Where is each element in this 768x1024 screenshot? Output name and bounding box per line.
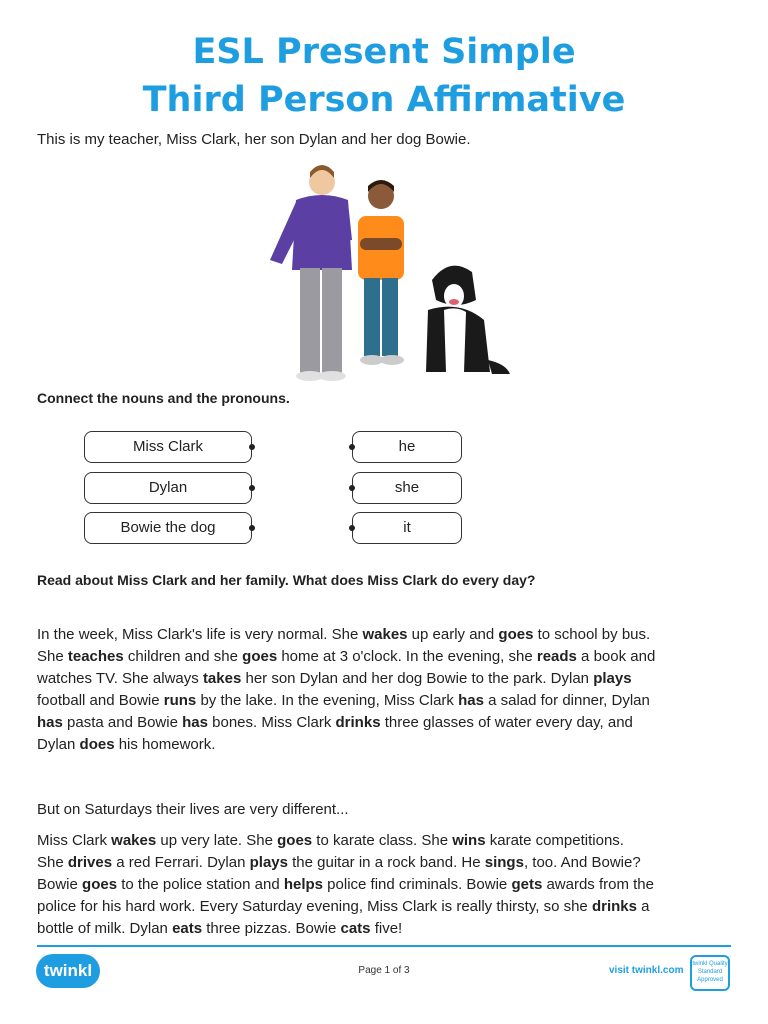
- verb-highlight: goes: [277, 832, 313, 849]
- weekday-paragraph: [37, 624, 737, 756]
- verb-highlight: goes: [498, 626, 534, 643]
- text-run: football and Bowie: [37, 692, 164, 709]
- text-run: three pizzas. Bowie: [202, 920, 341, 937]
- saturday-paragraph: [37, 830, 737, 940]
- text-run: to karate class. She: [312, 832, 453, 849]
- paragraph-line: [37, 734, 737, 756]
- pronoun-box[interactable]: he: [352, 431, 462, 463]
- text-run: the guitar in a rock band. He: [287, 854, 485, 871]
- dylan-figure: [358, 180, 404, 365]
- pronoun-connector-dot[interactable]: [349, 525, 355, 531]
- verb-highlight: cats: [340, 920, 371, 937]
- noun-connector-dot[interactable]: [249, 444, 255, 450]
- text-run: pasta and Bowie: [62, 714, 183, 731]
- verb-highlight: eats: [172, 920, 203, 937]
- verb-highlight: plays: [593, 670, 632, 687]
- verb-highlight: goes: [82, 876, 118, 893]
- paragraph-line: [37, 712, 737, 734]
- verb-highlight: goes: [242, 648, 278, 665]
- text-run: Dylan: [37, 736, 80, 753]
- task2-heading: Read about Miss Clark and her family. What does Miss Clark do every day?: [37, 572, 536, 588]
- pronoun-box[interactable]: she: [352, 472, 462, 504]
- intro-text: This is my teacher, Miss Clark, her son Dylan and her dog Bowie.: [37, 131, 471, 148]
- verb-highlight: wakes: [362, 626, 408, 643]
- paragraph-line: [37, 896, 737, 918]
- text-run: She: [37, 854, 68, 871]
- footer-divider: [37, 945, 731, 947]
- noun-box[interactable]: Bowie the dog: [84, 512, 252, 544]
- verb-highlight: has: [458, 692, 484, 709]
- verb-highlight: drinks: [335, 714, 381, 731]
- verb-highlight: gets: [511, 876, 543, 893]
- text-run: a book and: [576, 648, 656, 665]
- text-run: a salad for dinner, Dylan: [483, 692, 650, 709]
- paragraph-line: [37, 690, 737, 712]
- paragraph-line: [37, 668, 737, 690]
- verb-highlight: reads: [536, 648, 577, 665]
- verb-highlight: does: [79, 736, 115, 753]
- verb-highlight: teaches: [67, 648, 124, 665]
- verb-highlight: drives: [67, 854, 113, 871]
- verb-highlight: wakes: [111, 832, 157, 849]
- text-run: to the police station and: [117, 876, 284, 893]
- text-run: She: [37, 648, 68, 665]
- noun-connector-dot[interactable]: [249, 525, 255, 531]
- noun-box[interactable]: Dylan: [84, 472, 252, 504]
- text-run: up very late. She: [156, 832, 278, 849]
- twinkl-logo[interactable]: twinkl: [36, 954, 100, 988]
- paragraph-line: [37, 874, 737, 896]
- text-run: to school by bus.: [533, 626, 651, 643]
- text-run: karate competitions.: [485, 832, 624, 849]
- paragraph-line: [37, 918, 737, 940]
- text-run: Miss Clark: [37, 832, 112, 849]
- verb-highlight: sings: [484, 854, 524, 871]
- verb-highlight: drinks: [591, 898, 637, 915]
- text-run: by the lake. In the evening, Miss Clark: [196, 692, 459, 709]
- text-run: up early and: [407, 626, 499, 643]
- pronoun-box[interactable]: it: [352, 512, 462, 544]
- page-title-line-2: Third Person Affirmative: [142, 80, 626, 120]
- page-title-line-1: ESL Present Simple: [192, 32, 576, 72]
- noun-connector-dot[interactable]: [249, 485, 255, 491]
- text-run: , too. And Bowie?: [523, 854, 641, 871]
- verb-highlight: helps: [283, 876, 324, 893]
- text-run: five!: [370, 920, 403, 937]
- noun-box[interactable]: Miss Clark: [84, 431, 252, 463]
- text-run: Bowie: [37, 876, 83, 893]
- text-run: awards from the: [542, 876, 654, 893]
- pronoun-connector-dot[interactable]: [349, 485, 355, 491]
- bowie-dog-figure: [426, 266, 510, 374]
- pronoun-connector-dot[interactable]: [349, 444, 355, 450]
- paragraph-line: [37, 624, 737, 646]
- paragraph-line: [37, 852, 737, 874]
- visit-link[interactable]: visit twinkl.com: [609, 965, 684, 976]
- page-number: Page 1 of 3: [358, 965, 410, 976]
- verb-highlight: plays: [249, 854, 288, 871]
- text-run: her son Dylan and her dog Bowie to the park. Dylan: [241, 670, 594, 687]
- verb-highlight: takes: [202, 670, 242, 687]
- verb-highlight: runs: [163, 692, 197, 709]
- text-run: home at 3 o'clock. In the evening, she: [277, 648, 537, 665]
- text-run: bottle of milk. Dylan: [37, 920, 173, 937]
- task1-heading: Connect the nouns and the pronouns.: [37, 390, 290, 406]
- text-run: police find criminals. Bowie: [323, 876, 512, 893]
- verb-highlight: has: [182, 714, 208, 731]
- saturday-intro: But on Saturdays their lives are very different...: [37, 801, 349, 818]
- paragraph-line: [37, 830, 737, 852]
- text-run: watches TV. She always: [37, 670, 203, 687]
- verb-highlight: has: [37, 714, 63, 731]
- text-run: a: [636, 898, 650, 915]
- quality-badge: twinkl Quality Standard Approved: [690, 955, 730, 991]
- text-run: a red Ferrari. Dylan: [112, 854, 250, 871]
- text-run: three glasses of water every day, and: [380, 714, 633, 731]
- text-run: bones. Miss Clark: [207, 714, 336, 731]
- paragraph-line: [37, 646, 737, 668]
- text-run: children and she: [123, 648, 243, 665]
- family-illustration: [260, 160, 520, 385]
- text-run: his homework.: [114, 736, 216, 753]
- text-run: In the week, Miss Clark's life is very normal. She: [37, 626, 363, 643]
- miss-clark-figure: [270, 165, 352, 381]
- verb-highlight: wins: [452, 832, 486, 849]
- text-run: police for his hard work. Every Saturday evening, Miss Clark is really thirsty, so she: [37, 898, 592, 915]
